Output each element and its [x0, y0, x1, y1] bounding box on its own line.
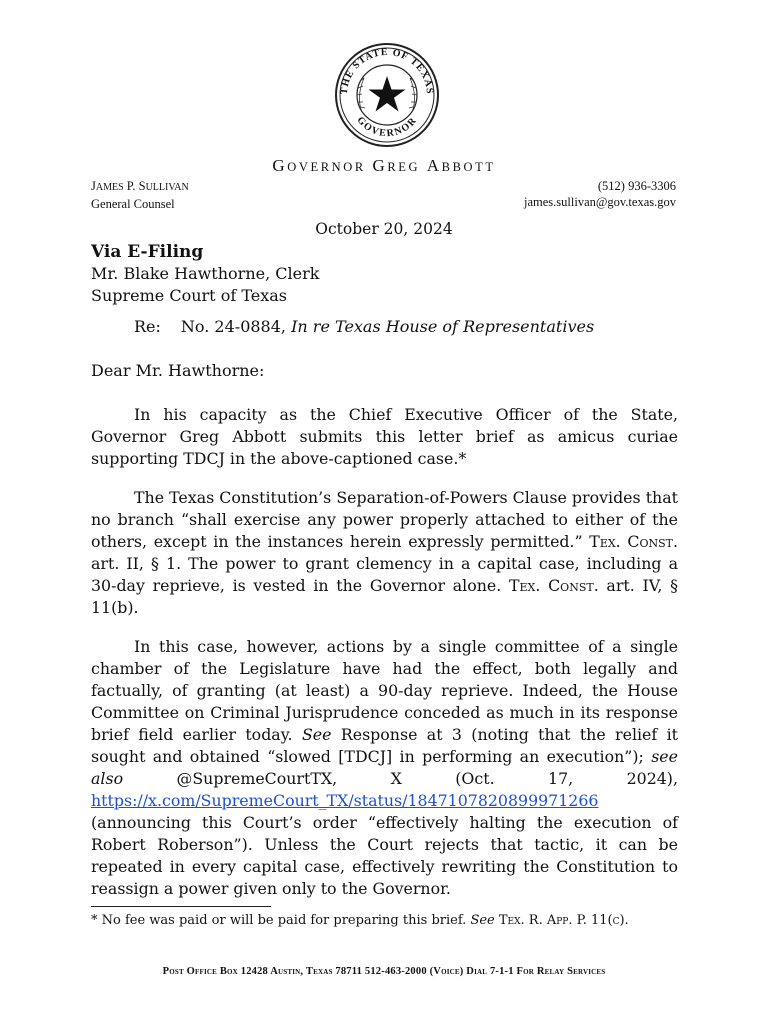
office-title: GOVERNOR GREG ABBOTT: [272, 156, 496, 175]
footnote-divider: [91, 906, 271, 907]
recipient-line-1: Mr. Blake Hawthorne, Clerk: [91, 264, 320, 283]
letter-date: October 20, 2024: [315, 220, 453, 238]
sender-title: General Counsel: [91, 197, 175, 211]
svg-text:GOVERNOR: GOVERNOR: [354, 114, 420, 140]
footer-address: Post Office Box 12428 Austin, Texas 78711 512-463-2000 (Voice) Dial 7-1-1 For Relay Services: [162, 966, 606, 977]
contact-block: [524, 178, 676, 210]
texas-state-seal-icon: [334, 42, 440, 148]
paragraph-2: The Texas Constitution’s Separation-of-Powers Clause provides that no branch “shall exercise any power properly attached to either of the others, except in the instances herein expressly permitted.” Tex. Const. art. II, § 1. The power to grant clemency in a capital case, including a 30-day reprieve, is vested in the Governor alone. Tex. Const. art. IV, § 11(b).: [91, 488, 678, 617]
delivery-method: Via E-Filing: [91, 242, 204, 262]
re-line: [134, 317, 594, 336]
salutation: Dear Mr. Hawthorne:: [91, 361, 265, 380]
citation-tex-const-2: Tex. Const.: [508, 576, 599, 595]
footnote: * No fee was paid or will be paid for preparing this brief. See Tex. R. App. P. 11(c).: [91, 913, 629, 928]
sender-name: JAMES P. SULLIVAN: [91, 179, 189, 193]
x-status-link[interactable]: https://x.com/SupremeCourt_TX/status/1847107820899971266: [91, 791, 599, 810]
phone-number: (512) 936-3306: [597, 179, 676, 193]
case-name: In re Texas House of Representatives: [291, 317, 595, 336]
svg-text:THE STATE OF TEXAS: THE STATE OF TEXAS: [338, 46, 436, 95]
case-number: No. 24-0884,: [180, 317, 286, 336]
recipient-line-2: Supreme Court of Texas: [91, 286, 288, 305]
paragraph-1: In his capacity as the Chief Executive Officer of the State, Governor Greg Abbott submits this letter brief as amicus curiae supporting TDCJ in the above-captioned case.*: [91, 405, 678, 468]
paragraph-3: In this case, however, actions by a single committee of a single chamber of the Legislature have had the effect, both legally and factually, of granting (at least) a 90-day reprieve. Indeed, the House Committee on Criminal Jurisprudence conceded as much in its response brief field earlier today. See Response at 3 (noting that the relief it sought and obtained “slowed [TDCJ] in performing an execution”); see also @SupremeCourtTX, X (Oct. 17, 2024), https://x.com/SupremeCourt_TX/status/1847107820899971266 (announcing this Court’s order “effectively halting the execution of Robert Roberson”). Unless the Court rejects that tactic, it can be repeated in every capital case, effectively rewriting the Constitution to reassign a power given only to the Governor.: [91, 637, 678, 898]
email-address: james.sullivan@gov.texas.gov: [524, 195, 676, 209]
sender-block: [91, 178, 189, 212]
citation-tex-const-1: Tex. Const.: [589, 532, 678, 551]
re-label: Re:: [134, 317, 161, 336]
recipient-address: [91, 241, 319, 307]
